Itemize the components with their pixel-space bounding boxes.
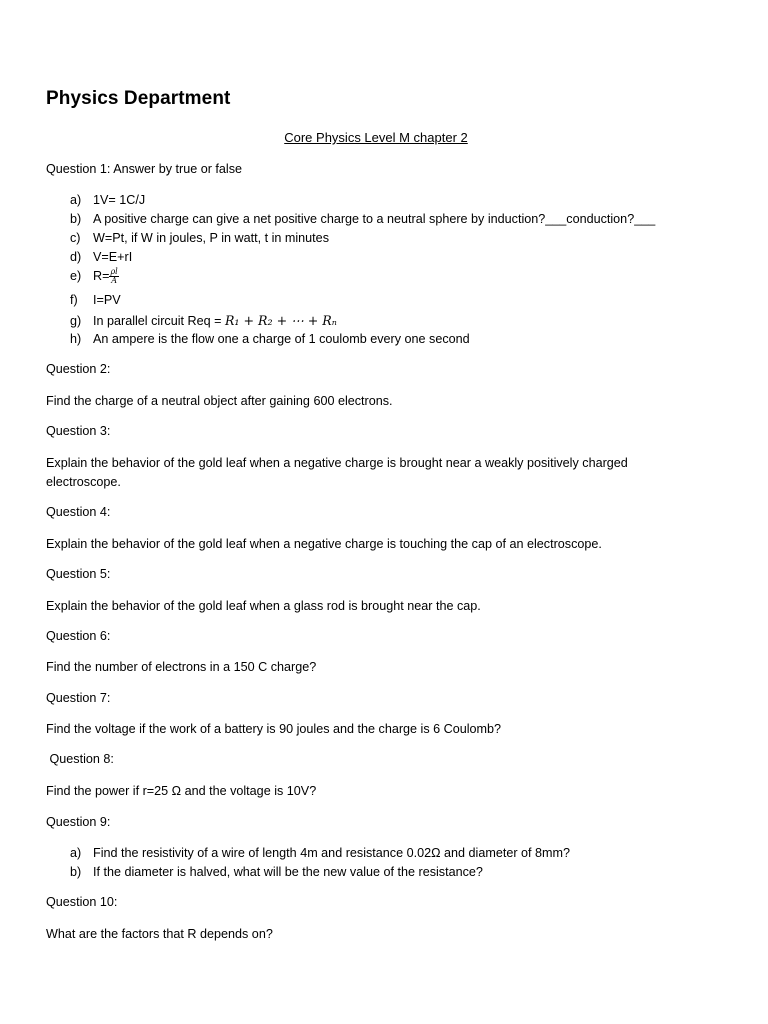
q1-item-h: h) An ampere is the flow one a charge of 1 coulomb every one second (70, 332, 470, 346)
q9-item-a: a) Find the resistivity of a wire of length 4m and resistance 0.02Ω and diameter of 8mm? (70, 846, 571, 860)
question-10-body: What are the factors that R depends on? (46, 927, 273, 941)
question-2-body: Find the charge of a neutral object after gaining 600 electrons. (46, 394, 393, 408)
q9-item-b: b) If the diameter is halved, what will be the new value of the resistance? (70, 865, 483, 879)
question-3-title: Question 3: (46, 424, 111, 438)
question-7-body: Find the voltage if the work of a battery is 90 joules and the charge is 6 Coulomb? (46, 722, 502, 736)
question-4-body: Explain the behavior of the gold leaf when a negative charge is touching the cap of an electroscope. (46, 537, 602, 551)
page-subtitle: Core Physics Level M chapter 2 (284, 130, 468, 145)
question-8-title: Question 8: (46, 752, 114, 766)
question-5-title: Question 5: (46, 567, 111, 581)
question-9-title: Question 9: (46, 815, 111, 829)
question-6-title: Question 6: (46, 629, 111, 643)
question-5-body: Explain the behavior of the gold leaf when a glass rod is brought near the cap. (46, 599, 481, 613)
question-3-body-line2: electroscope. (46, 475, 121, 489)
q1-item-g: g) In parallel circuit Req = R₁ + R₂ + ⋯ + Rₙ (70, 313, 337, 328)
q1-item-d: d) V=E+rI (70, 250, 133, 264)
page-title: Physics Department (46, 88, 231, 109)
question-1-title: Question 1: Answer by true or false (46, 162, 243, 176)
parallel-resistance-formula: R₁ + R₂ + ⋯ + Rₙ (224, 313, 337, 328)
question-4-title: Question 4: (46, 505, 111, 519)
q1-item-a: a) 1V= 1C/J (70, 193, 146, 207)
question-8-body: Find the power if r=25 Ω and the voltage is 10V? (46, 784, 317, 798)
question-3-body: Explain the behavior of the gold leaf when a negative charge is brought near a weakly positively charged (46, 456, 628, 470)
q1-item-f: f) I=PV (70, 293, 121, 307)
q1-item-e: e) R= $\frac{\rho l}{A}$ (70, 267, 118, 285)
question-10-title: Question 10: (46, 895, 118, 909)
q1-item-c: c) W=Pt, if W in joules, P in watt, t in minutes (70, 231, 329, 245)
question-6-body: Find the number of electrons in a 150 C charge? (46, 660, 317, 674)
question-7-title: Question 7: (46, 691, 111, 705)
question-2-title: Question 2: (46, 362, 111, 376)
q1-item-b: b) A positive charge can give a net positive charge to a neutral sphere by induction?___conduction?___ (70, 212, 656, 226)
resistance-fraction: $\frac{\rho l}{A}$ (110, 267, 118, 285)
